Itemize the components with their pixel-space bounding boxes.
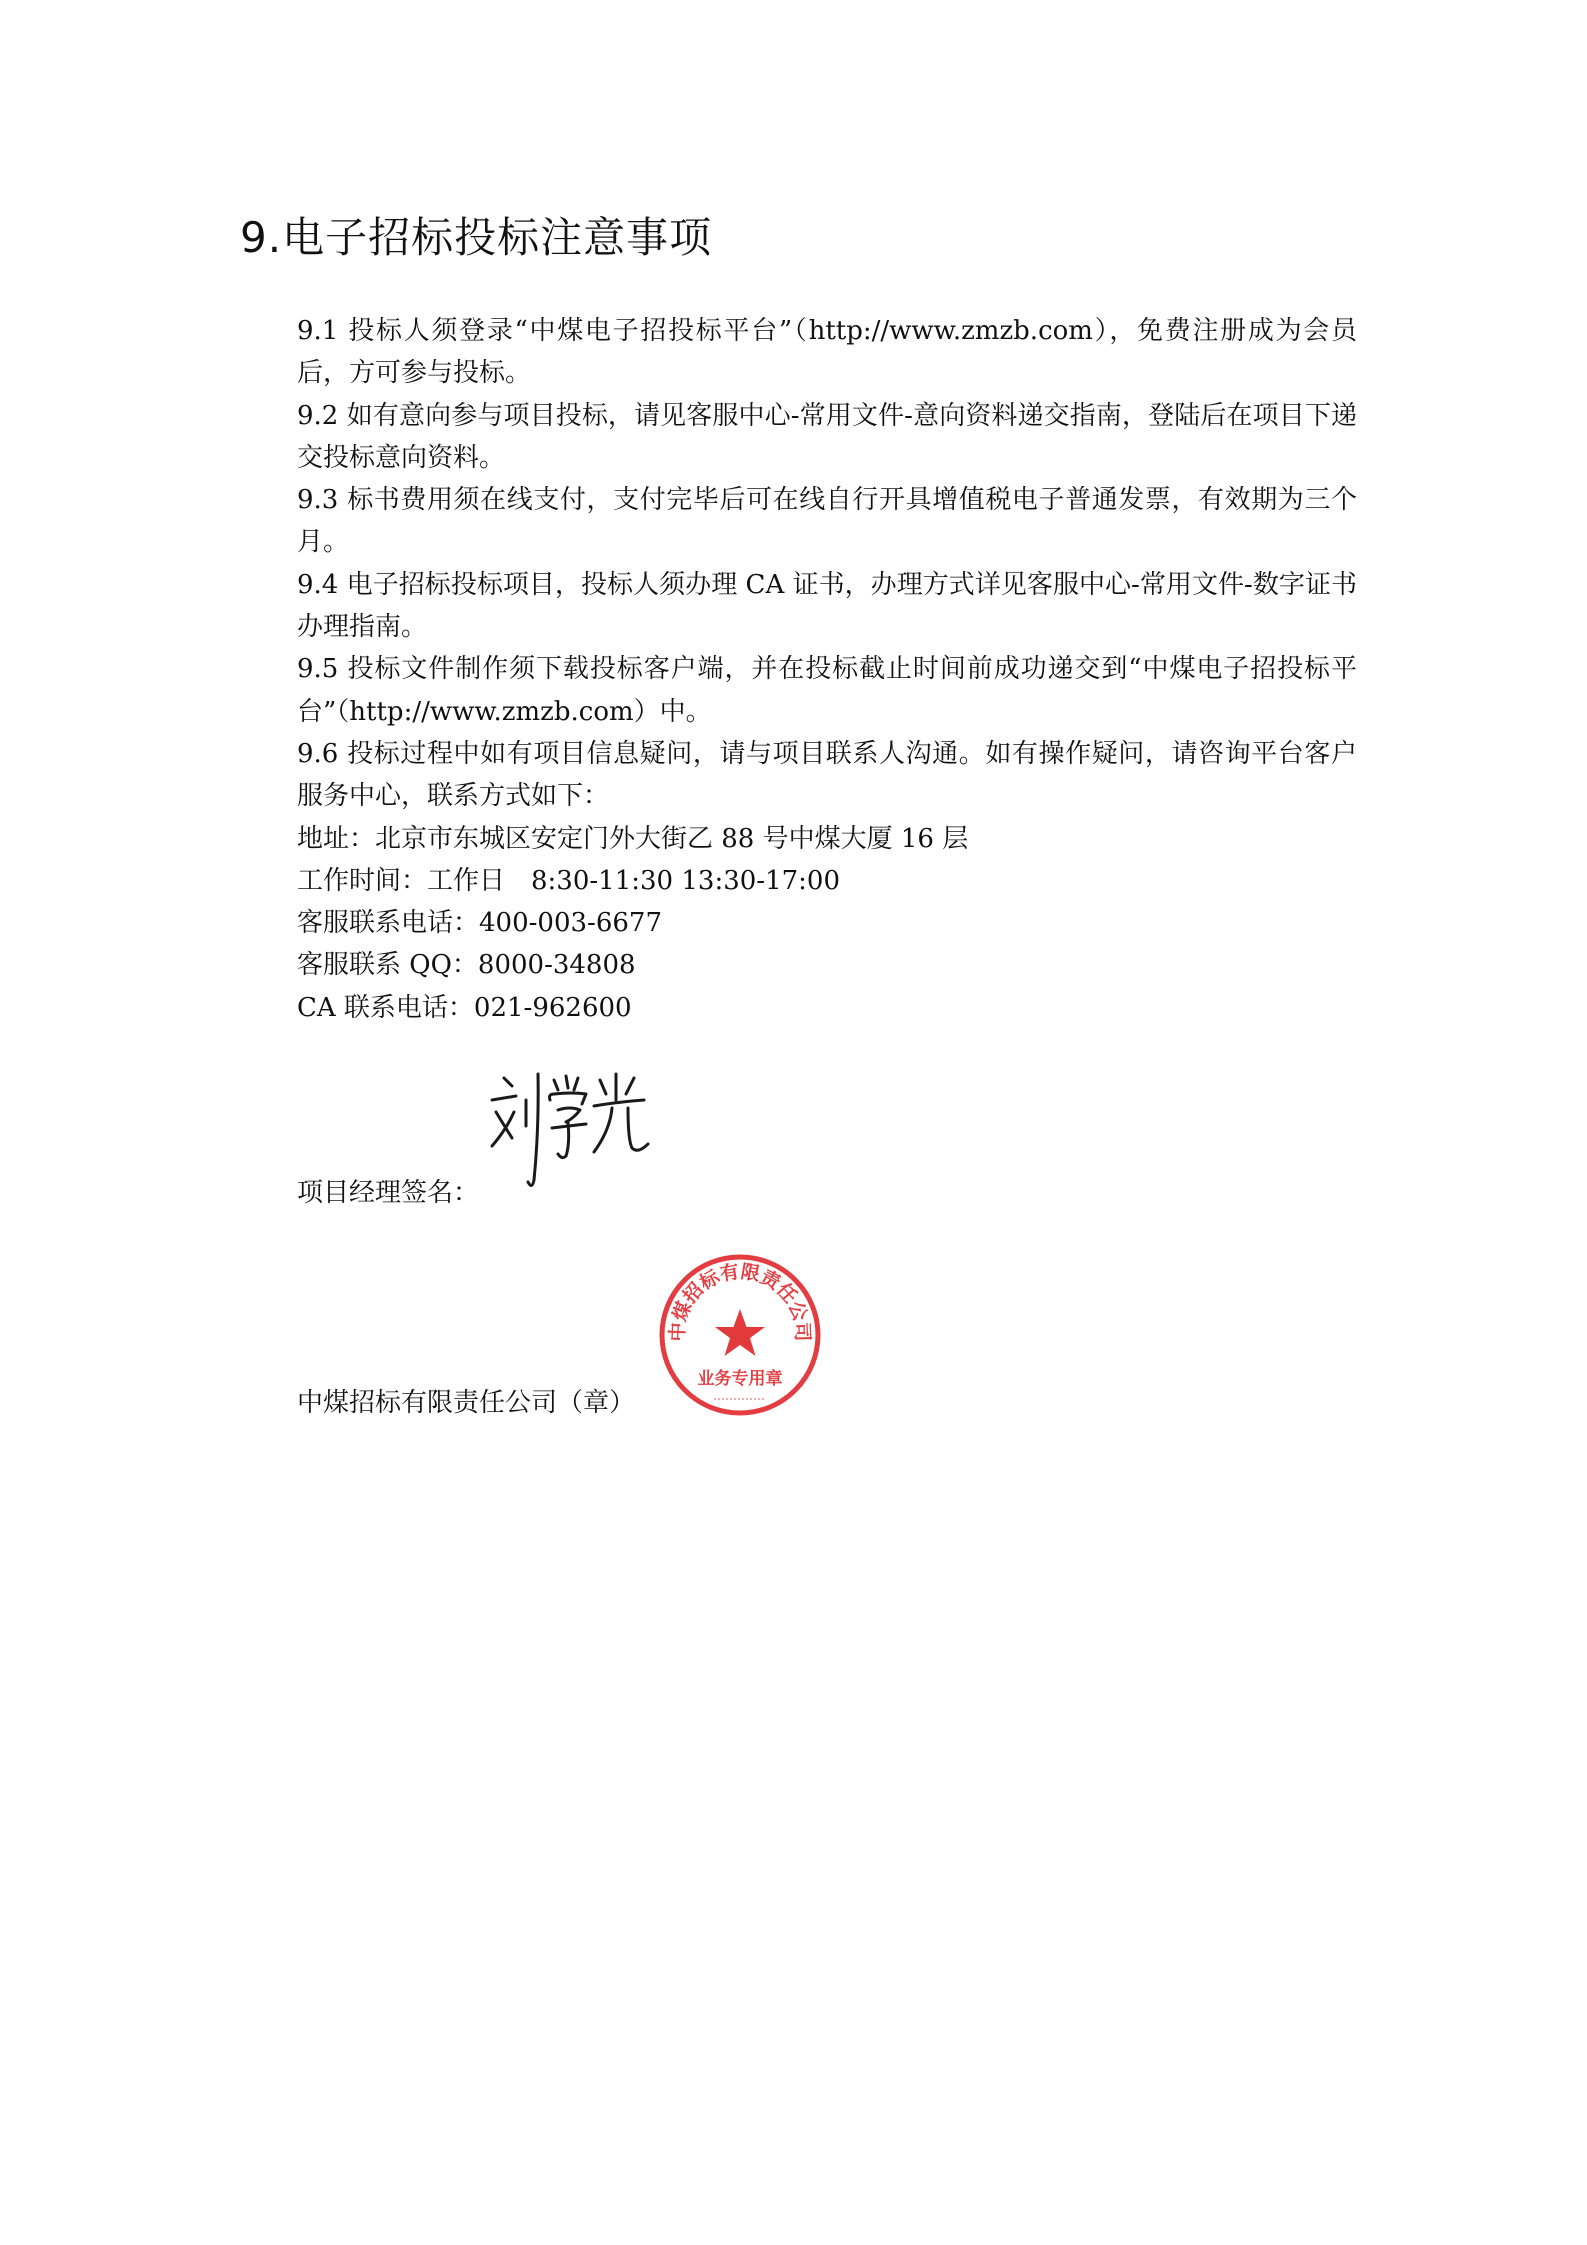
handwritten-signature — [482, 1060, 654, 1210]
section-title: 9.电子招标投标注意事项 — [240, 213, 713, 262]
notice-item-9-4: 9.4 电子招标投标项目，投标人须办理 CA 证书，办理方式详见客服中心-常用文件-数字证书办理指南。 — [297, 569, 1357, 643]
contact-qq: 客服联系 QQ：8000-34808 — [297, 950, 636, 981]
signature-label: 项目经理签名： — [297, 1178, 480, 1208]
contact-phone: 客服联系电话：400-003-6677 — [297, 908, 662, 939]
notice-body — [297, 310, 1357, 1029]
notice-item-9-3: 9.3 标书费用须在线支付，支付完毕后可在线自行开具增值税电子普通发票，有效期为三个月。 — [297, 485, 1357, 558]
svg-text:业务专用章: 业务专用章 — [697, 1369, 783, 1389]
contact-address: 地址：北京市东城区安定门外大街乙 88 号中煤大厦 16 层 — [297, 823, 969, 854]
svg-text:中煤招标有限责任公司: 中煤招标有限责任公司 — [666, 1260, 814, 1342]
company-seal-stamp — [658, 1253, 822, 1417]
contact-hours: 工作时间：工作日 8:30-11:30 13:30-17:00 — [297, 865, 841, 896]
notice-item-9-6: 9.6 投标过程中如有项目信息疑问，请与项目联系人沟通。如有操作疑问，请咨询平台客户服务中心，联系方式如下： — [297, 738, 1357, 812]
notice-item-9-5: 9.5 投标文件制作须下载投标客户端，并在投标截止时间前成功递交到“中煤电子招投标平台”（http://www.zmzb.com）中。 — [297, 654, 1357, 727]
contact-ca-phone: CA 联系电话：021-962600 — [297, 992, 632, 1023]
company-seal-line: 中煤招标有限责任公司（章） — [297, 1388, 636, 1418]
notice-item-9-2: 9.2 如有意向参与项目投标，请见客服中心-常用文件-意向资料递交指南，登陆后在项目下递交投标意向资料。 — [297, 400, 1357, 473]
notice-item-9-1: 9.1 投标人须登录“中煤电子招投标平台”（http://www.zmzb.com），免费注册成为会员后，方可参与投标。 — [297, 316, 1357, 389]
